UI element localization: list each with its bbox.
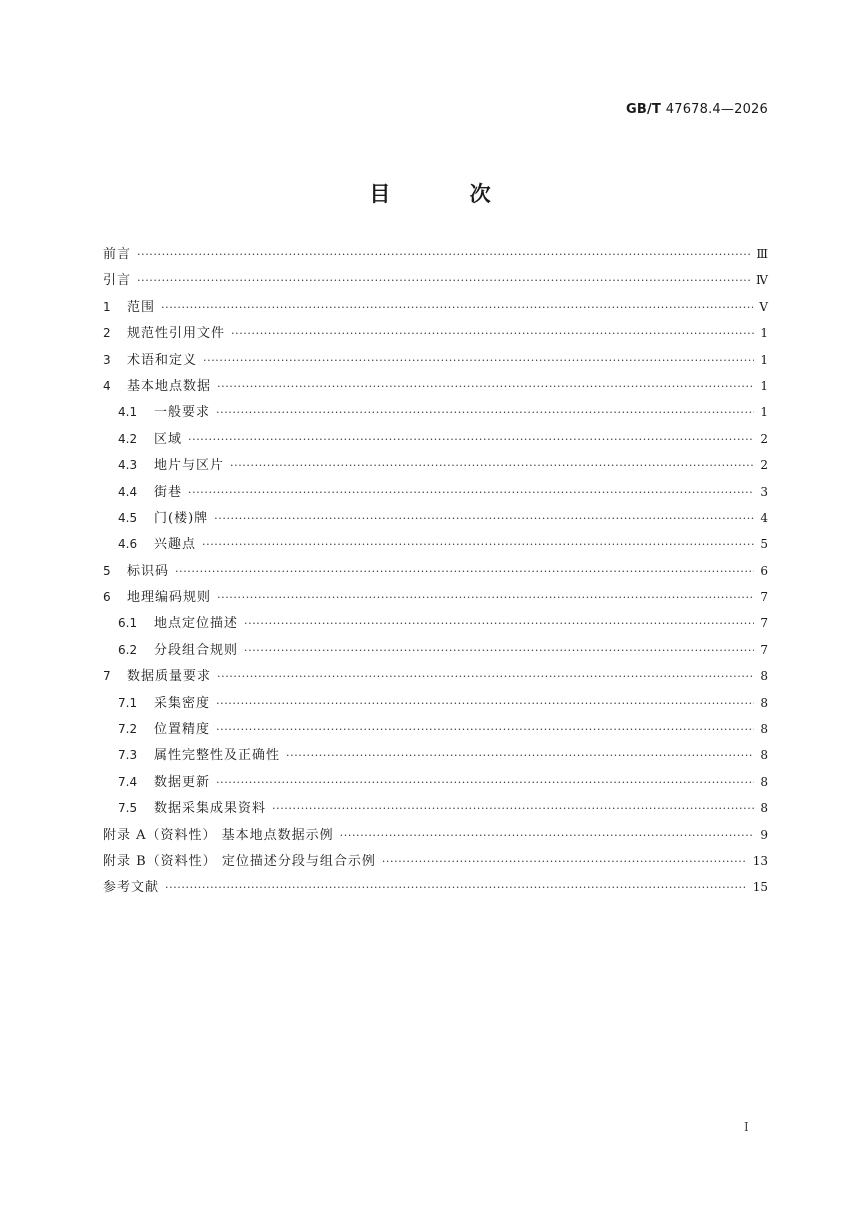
toc-entry-label xyxy=(118,744,280,763)
dot-leader xyxy=(217,380,754,393)
toc-entry[interactable] xyxy=(103,428,768,454)
toc-entry-label xyxy=(118,612,238,631)
toc-entry-label xyxy=(103,243,131,262)
toc-page-number: 13 xyxy=(752,853,768,868)
toc-entry-label xyxy=(118,454,224,473)
toc-entry[interactable] xyxy=(103,375,768,401)
toc-entry-label xyxy=(118,428,182,447)
toc-entry[interactable] xyxy=(103,533,768,559)
toc-entry[interactable] xyxy=(103,797,768,823)
toc-entry-label xyxy=(103,876,159,895)
dot-leader xyxy=(161,301,753,314)
toc-page-number: 3 xyxy=(760,484,768,499)
toc-page-number: Ⅳ xyxy=(756,273,768,288)
toc-entry-label xyxy=(103,665,211,684)
toc-entry[interactable] xyxy=(103,454,768,480)
dot-leader xyxy=(382,855,747,868)
toc-entry[interactable] xyxy=(103,296,768,322)
dot-leader xyxy=(216,697,754,710)
toc-section-number: 4.1 xyxy=(118,405,138,420)
toc-entry[interactable] xyxy=(103,269,768,295)
toc-entry[interactable] xyxy=(103,850,768,876)
toc-entry-title: 规范性引用文件 xyxy=(127,326,226,342)
dot-leader xyxy=(188,433,754,446)
toc-entry-title: 地点定位描述 xyxy=(154,616,239,632)
toc-entry[interactable] xyxy=(103,771,768,797)
toc-page-number: Ⅲ xyxy=(756,247,768,261)
toc-entry-title: 门(楼)牌 xyxy=(154,510,209,526)
toc-section-number: 6.2 xyxy=(118,642,138,657)
toc-entry-title: 街巷 xyxy=(154,484,183,500)
dot-leader xyxy=(286,749,754,762)
toc-entry-label xyxy=(118,533,196,552)
toc-page-number: 8 xyxy=(760,801,768,816)
toc-entry[interactable] xyxy=(103,612,768,638)
toc-entry[interactable] xyxy=(103,322,768,348)
toc-entry-title: 区域 xyxy=(154,431,183,447)
table-of-contents xyxy=(103,243,768,903)
toc-entry[interactable] xyxy=(103,401,768,427)
toc-entry-title: 数据质量要求 xyxy=(127,669,212,685)
toc-entry[interactable] xyxy=(103,586,768,612)
toc-entry-label xyxy=(118,481,182,500)
toc-entry-label xyxy=(103,375,211,394)
dot-leader xyxy=(216,776,754,789)
dot-leader xyxy=(272,802,754,815)
toc-entry-label xyxy=(103,296,155,315)
toc-entry-label xyxy=(103,586,211,605)
toc-page-number: 1 xyxy=(760,352,768,367)
toc-entry-title: 分段组合规则 xyxy=(154,642,239,658)
toc-entry-title: 一般要求 xyxy=(154,405,211,421)
dot-leader xyxy=(165,881,747,894)
toc-section-number: 6.1 xyxy=(118,616,138,631)
dot-leader xyxy=(216,723,754,736)
toc-entry-label xyxy=(103,850,376,869)
toc-page-number: Ⅴ xyxy=(759,299,768,314)
toc-entry-label xyxy=(118,718,210,737)
toc-section-number: 7.5 xyxy=(118,801,138,816)
toc-entry[interactable] xyxy=(103,744,768,770)
toc-page-number: 6 xyxy=(760,563,768,578)
toc-page-number: 8 xyxy=(760,748,768,763)
toc-section-number: 6 xyxy=(103,590,111,605)
toc-page-number: 2 xyxy=(760,431,768,446)
toc-section-number: 3 xyxy=(103,352,111,367)
toc-entry-title: 前言 xyxy=(103,247,132,262)
toc-entry-title: 兴趣点 xyxy=(154,537,197,553)
toc-entry[interactable] xyxy=(103,349,768,375)
toc-section-number: 4.3 xyxy=(118,458,138,473)
toc-entry-title: 标识码 xyxy=(127,563,170,579)
toc-entry-title: 数据更新 xyxy=(154,774,211,790)
toc-entry-label xyxy=(118,507,208,526)
toc-section-number: 4.5 xyxy=(118,510,138,525)
toc-entry[interactable] xyxy=(103,692,768,718)
dot-leader xyxy=(137,248,750,261)
dot-leader xyxy=(216,406,754,419)
dot-leader xyxy=(217,591,754,604)
dot-leader xyxy=(244,644,754,657)
dot-leader xyxy=(202,538,754,551)
dot-leader xyxy=(188,486,754,499)
toc-entry[interactable] xyxy=(103,876,768,902)
standard-number: 47678.4—2026 xyxy=(665,102,768,117)
standard-prefix: GB/T xyxy=(626,102,662,117)
toc-page-number: 8 xyxy=(760,722,768,737)
toc-section-number: 5 xyxy=(103,563,111,578)
toc-entry-label xyxy=(103,322,225,341)
toc-section-number: 4.2 xyxy=(118,431,138,446)
toc-page-number: 2 xyxy=(760,458,768,473)
toc-entry-title: 附录 A（资料性） 基本地点数据示例 xyxy=(103,827,334,843)
toc-section-number: 2 xyxy=(103,326,111,341)
toc-page-number: 9 xyxy=(760,827,768,842)
dot-leader xyxy=(137,274,750,287)
toc-section-number: 4.6 xyxy=(118,537,138,552)
toc-page-number: 4 xyxy=(760,510,768,525)
dot-leader xyxy=(203,354,754,367)
toc-page-number: 1 xyxy=(760,405,768,420)
toc-entry-label xyxy=(118,771,210,790)
toc-entry-label xyxy=(103,269,131,288)
toc-entry-title: 数据采集成果资料 xyxy=(154,801,267,817)
toc-page-number: 8 xyxy=(760,774,768,789)
toc-entry-title: 参考文献 xyxy=(103,880,160,896)
toc-section-number: 4.4 xyxy=(118,484,138,499)
toc-section-number: 7 xyxy=(103,669,111,684)
toc-page-number: 15 xyxy=(752,880,768,895)
toc-page-number: 8 xyxy=(760,669,768,684)
toc-page-number: 7 xyxy=(760,590,768,605)
dot-leader xyxy=(217,670,754,683)
dot-leader xyxy=(214,512,754,525)
toc-section-number: 7.2 xyxy=(118,722,138,737)
toc-entry-label xyxy=(103,349,197,368)
toc-entry[interactable] xyxy=(103,560,768,586)
toc-entry-title: 采集密度 xyxy=(154,695,211,711)
dot-leader xyxy=(175,565,754,578)
dot-leader xyxy=(231,327,754,340)
toc-entry-label xyxy=(118,692,210,711)
toc-section-number: 7.3 xyxy=(118,748,138,763)
toc-entry-label xyxy=(118,797,266,816)
toc-page-number: 7 xyxy=(760,616,768,631)
toc-entry-title: 位置精度 xyxy=(154,722,211,738)
toc-page-number: 8 xyxy=(760,695,768,710)
toc-page-number: 5 xyxy=(760,537,768,552)
toc-entry-title: 术语和定义 xyxy=(127,352,198,368)
dot-leader xyxy=(244,617,754,630)
toc-entry-title: 地片与区片 xyxy=(154,458,225,474)
toc-entry-title: 属性完整性及正确性 xyxy=(154,748,281,764)
toc-page-number: 7 xyxy=(760,642,768,657)
toc-entry[interactable] xyxy=(103,481,768,507)
toc-entry[interactable] xyxy=(103,507,768,533)
toc-entry-title: 引言 xyxy=(103,273,132,289)
toc-entry-label xyxy=(103,560,169,579)
toc-section-number: 4 xyxy=(103,378,111,393)
page-number: I xyxy=(744,1120,749,1134)
toc-section-number: 7.1 xyxy=(118,695,138,710)
toc-entry-label xyxy=(118,639,238,658)
toc-entry-title: 范围 xyxy=(127,299,156,315)
toc-entry-title: 地理编码规则 xyxy=(127,590,212,606)
standard-code xyxy=(626,102,768,117)
toc-entry-label xyxy=(103,824,334,843)
toc-section-number: 7.4 xyxy=(118,774,138,789)
toc-entry[interactable] xyxy=(103,665,768,691)
toc-entry[interactable] xyxy=(103,243,768,269)
page-title: 目 次 xyxy=(369,182,527,206)
toc-section-number: 1 xyxy=(103,299,111,314)
toc-page-number: 1 xyxy=(760,378,768,393)
toc-entry-title: 基本地点数据 xyxy=(127,378,212,394)
dot-leader xyxy=(340,829,755,842)
toc-page-number: 1 xyxy=(760,326,768,341)
toc-entry[interactable] xyxy=(103,824,768,850)
toc-entry-title: 附录 B（资料性） 定位描述分段与组合示例 xyxy=(103,853,376,869)
dot-leader xyxy=(230,459,754,472)
toc-entry[interactable] xyxy=(103,718,768,744)
toc-entry[interactable] xyxy=(103,639,768,665)
toc-entry-label xyxy=(118,401,210,420)
